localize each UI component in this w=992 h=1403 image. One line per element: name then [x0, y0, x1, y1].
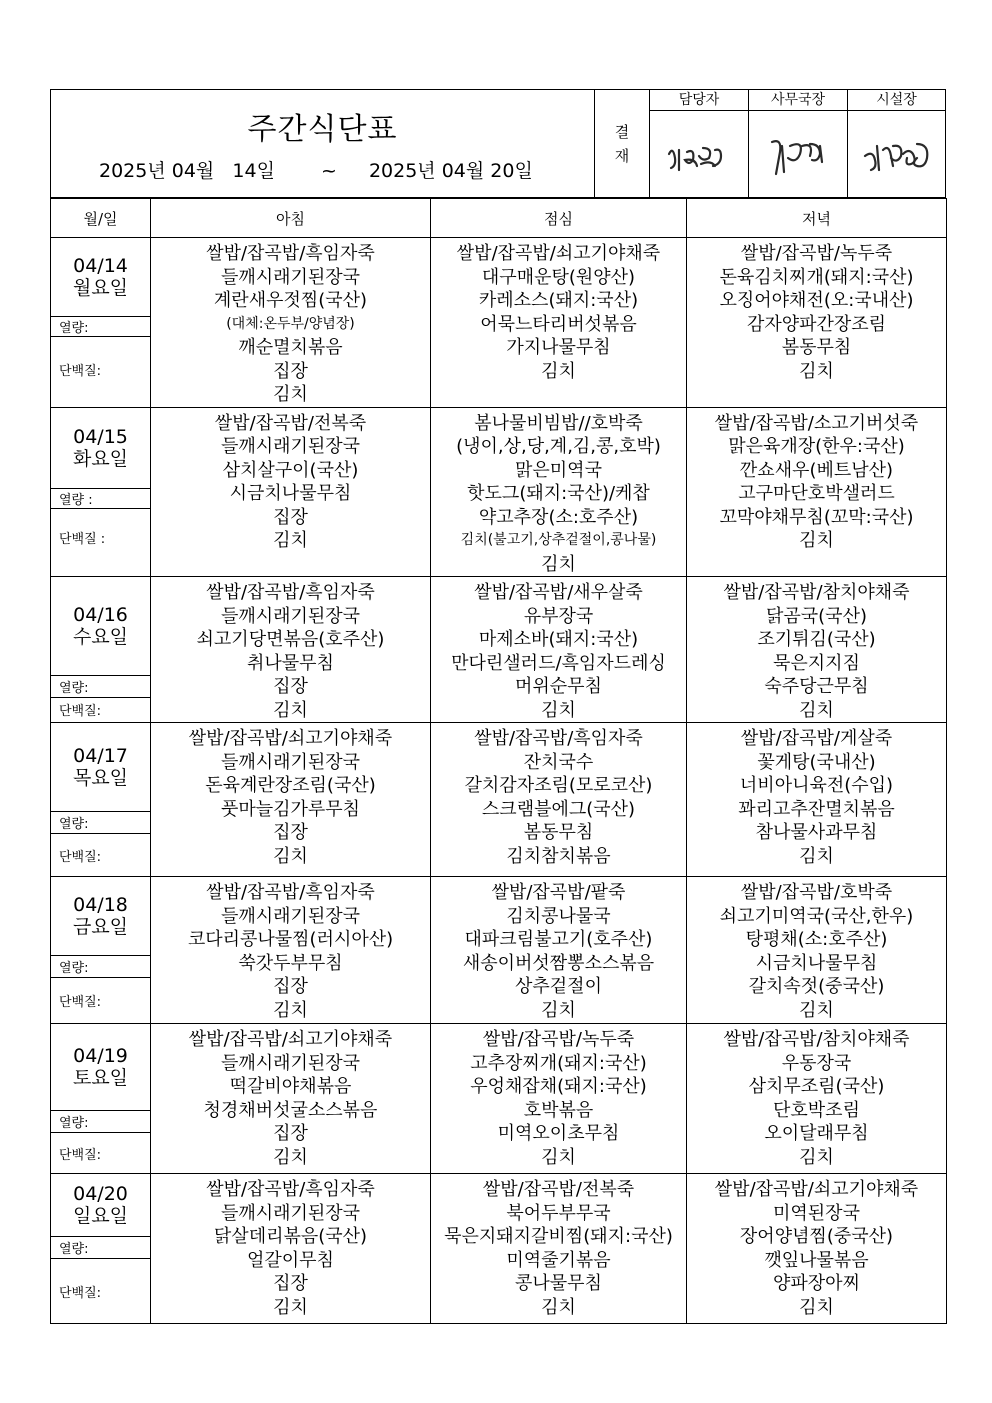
menu-item: 묵은지돼지갈비찜(돼지:국산): [444, 1226, 673, 1247]
menu-item: 마제소바(돼지:국산): [478, 629, 639, 650]
menu-item: 쌀밥/잡곡밥/쇠고기야채죽: [188, 1029, 393, 1050]
calorie-label: 열량:: [51, 1236, 150, 1258]
menu-item: 김치: [541, 553, 576, 575]
day-weekday: 일요일: [72, 1205, 129, 1227]
menu-item: 너비아니육전(수입): [739, 775, 894, 796]
menu-item: 얼갈이무침: [247, 1249, 334, 1271]
meal-cell-lunch: [431, 723, 687, 877]
meal-cell-dinner: [687, 407, 947, 577]
meal-cell-dinner: [687, 1024, 947, 1174]
column-header-breakfast: 아침: [151, 199, 431, 238]
menu-item: 맑은육개장(한우:국산): [728, 436, 905, 457]
menu-item: 들깨시래기된장국: [220, 905, 361, 927]
menu-item: 닭살데리볶음(국산): [213, 1226, 368, 1247]
menu-item: 장어양념찜(중국산): [739, 1226, 894, 1247]
day-date: 04/19: [73, 1045, 128, 1067]
header: [50, 89, 946, 198]
menu-item: 집장: [273, 676, 308, 697]
menu-item: 쌀밥/잡곡밥/새우살죽: [474, 582, 643, 603]
protein-label: 단백질:: [51, 1258, 150, 1323]
menu-item: 닭곰국(국산): [766, 605, 867, 627]
menu-item: 깐쇼새우(베트남산): [739, 459, 894, 481]
meal-list: [687, 1174, 946, 1319]
meal-cell-lunch: [431, 1174, 687, 1324]
menu-item: 들깨시래기된장국: [220, 751, 361, 773]
signature-staff: [650, 111, 748, 197]
menu-item: 시금치나물무침: [755, 952, 878, 974]
menu-item: 김치: [273, 1296, 308, 1318]
menu-item: 들깨시래기된장국: [220, 436, 361, 457]
menu-item: (대체:온두부/양념장): [226, 315, 355, 332]
meal-cell-lunch: [431, 1024, 687, 1174]
day-cell: [51, 1024, 151, 1174]
menu-item: 청경채버섯굴소스볶음: [203, 1099, 378, 1121]
menu-item: 쌀밥/잡곡밥/흑임자죽: [206, 582, 375, 603]
meal-cell-dinner: [687, 1174, 947, 1324]
meal-list: [151, 1174, 430, 1319]
meal-list: [687, 238, 946, 383]
menu-sheet: [50, 89, 946, 1324]
menu-item: 돈육김치찌개(돼지:국산): [719, 266, 914, 288]
calorie-label: 열량:: [51, 316, 150, 336]
menu-item: 김치: [541, 1146, 576, 1168]
menu-item: 김치참치볶음: [506, 845, 611, 867]
menu-item: 깻잎나물볶음: [764, 1249, 869, 1271]
signature-manager: [749, 111, 847, 197]
menu-item: 떡갈비야채볶음: [229, 1076, 352, 1097]
meal-list: [151, 238, 430, 407]
menu-item: 쌀밥/잡곡밥/녹두죽: [740, 243, 893, 264]
menu-item: 쑥갓두부무침: [238, 952, 343, 974]
menu-item: 고구마단호박샐러드: [738, 483, 895, 504]
menu-item: 집장: [273, 1273, 308, 1294]
table-header-row: [51, 199, 947, 238]
menu-item: 김치: [541, 699, 576, 721]
menu-item: 상추겉절이: [515, 976, 602, 997]
meal-cell-dinner: [687, 577, 947, 723]
meal-list: [151, 408, 430, 553]
menu-item: 김치: [273, 384, 308, 405]
day-date-box: [51, 723, 150, 811]
day-cell: [51, 238, 151, 408]
calorie-label: 열량 :: [51, 488, 150, 508]
table-row: [51, 577, 947, 723]
calorie-label: 열량:: [51, 811, 150, 833]
menu-item: 꽃게탕(국내산): [757, 751, 876, 773]
menu-item: 쇠고기미역국(국산,한우): [719, 905, 914, 927]
calorie-label: 열량:: [51, 1110, 150, 1132]
menu-item: 우동장국: [781, 1052, 852, 1074]
menu-item: 어묵느타리버섯볶음: [480, 313, 637, 335]
day-date: 04/14: [73, 255, 128, 277]
menu-item: 갈치감자조림(모로코산): [464, 775, 653, 796]
signature-image: [758, 124, 838, 184]
menu-item: 돈육계란장조림(국산): [205, 775, 376, 796]
signature-image: [857, 124, 937, 184]
menu-item: 쌀밥/잡곡밥/전복죽: [214, 412, 367, 434]
meal-list: [687, 408, 946, 553]
menu-item: 집장: [273, 360, 308, 382]
menu-item: 숙주당근무침: [764, 676, 869, 697]
menu-item: 김치: [799, 530, 834, 551]
menu-item: 쌀밥/잡곡밥/녹두죽: [482, 1029, 635, 1050]
day-date-box: [51, 1024, 150, 1110]
end-date: 2025년 04월 20일: [368, 160, 533, 182]
menu-item: 쇠고기당면볶음(호주산): [196, 629, 385, 650]
menu-item: 쌀밥/잡곡밥/흑임자죽: [474, 728, 643, 749]
meal-list: [431, 1174, 686, 1319]
menu-item: 쌀밥/잡곡밥/참치야채죽: [723, 582, 910, 603]
day-weekday: 화요일: [72, 447, 129, 470]
meal-list: [687, 1024, 946, 1169]
menu-item: 김치콩나물국: [506, 905, 611, 927]
meal-list: [431, 877, 686, 1022]
day-date-box: [51, 1174, 150, 1236]
day-date: 04/20: [73, 1183, 128, 1205]
menu-item: 대파크림불고기(호주산): [464, 929, 653, 950]
menu-item: 풋마늘김가루무침: [220, 798, 361, 820]
menu-item: 묵은지지짐: [773, 652, 860, 674]
menu-item: 약고추장(소:호주산): [478, 506, 639, 528]
start-date: 2025년 04월 14일: [99, 160, 275, 182]
menu-item: 미역줄기볶음: [506, 1249, 611, 1271]
day-weekday: 수요일: [72, 626, 129, 648]
menu-item: 봄동무침: [523, 822, 594, 843]
menu-item: 꽈리고추잔멸치볶음: [738, 798, 895, 820]
meal-cell-lunch: [431, 577, 687, 723]
page-title: 주간식단표: [247, 112, 398, 147]
menu-item: 핫도그(돼지:국산)/케찹: [467, 483, 650, 504]
table-row: [51, 1024, 947, 1174]
menu-item: 스크램블에그(국산): [481, 798, 636, 820]
menu-item: 탕평채(소:호주산): [745, 929, 888, 950]
protein-label: 단백질:: [51, 336, 150, 402]
menu-item: 김치: [273, 530, 308, 551]
menu-item: 계란새우젓찜(국산): [213, 290, 368, 311]
menu-item: 김치: [799, 845, 834, 867]
day-date-box: [51, 577, 150, 675]
meal-list: [151, 723, 430, 868]
day-weekday: 월요일: [72, 277, 129, 299]
menu-item: 김치: [273, 1146, 308, 1168]
approver-role: 담당자: [650, 90, 748, 111]
menu-item: 새송이버섯짬뽕소스볶음: [462, 952, 655, 974]
table-row: [51, 407, 947, 577]
menu-item: 쌀밥/잡곡밥/소고기버섯죽: [714, 412, 919, 434]
menu-item: 시금치나물무침: [229, 483, 352, 504]
menu-item: 쌀밥/잡곡밥/팥죽: [491, 882, 626, 903]
signature-director: [848, 111, 945, 197]
day-weekday: 금요일: [72, 916, 129, 938]
menu-item: 김치: [273, 699, 308, 721]
protein-label: 단백질:: [51, 977, 150, 1023]
menu-body: [51, 238, 947, 1324]
meal-cell-dinner: [687, 877, 947, 1024]
menu-item: 미역된장국: [773, 1202, 860, 1224]
menu-item: 꼬막야채무침(꼬막:국산): [719, 506, 914, 528]
meal-list: [687, 723, 946, 868]
menu-item: 쌀밥/잡곡밥/참치야채죽: [723, 1029, 910, 1050]
meal-list: [151, 577, 430, 722]
menu-item: 고추장찌개(돼지:국산): [470, 1052, 647, 1074]
menu-item: 들깨시래기된장국: [220, 266, 361, 288]
meal-cell-lunch: [431, 238, 687, 408]
menu-item: 김치: [541, 360, 576, 382]
day-weekday: 토요일: [72, 1067, 129, 1089]
menu-item: 쌀밥/잡곡밥/쇠고기야채죽: [188, 728, 393, 749]
menu-item: 유부장국: [523, 605, 594, 627]
day-date-box: [51, 238, 150, 316]
menu-item: 오이달래무침: [764, 1123, 869, 1144]
menu-item: 김치: [799, 1146, 834, 1168]
menu-item: 쌀밥/잡곡밥/쇠고기야채죽: [456, 243, 661, 264]
menu-item: 우엉채잡채(돼지:국산): [470, 1076, 647, 1097]
menu-item: 쌀밥/잡곡밥/게살죽: [740, 728, 893, 749]
menu-item: 대구매운탕(원양산): [481, 266, 636, 288]
column-header-dinner: 저녁: [687, 199, 947, 238]
menu-item: 삼치살구이(국산): [222, 459, 359, 481]
meal-cell-dinner: [687, 723, 947, 877]
meal-cell-breakfast: [151, 723, 431, 877]
protein-label: 단백질:: [51, 1132, 150, 1173]
menu-item: 삼치무조림(국산): [748, 1076, 885, 1097]
table-row: [51, 238, 947, 408]
table-row: [51, 877, 947, 1024]
meal-cell-lunch: [431, 877, 687, 1024]
meal-cell-dinner: [687, 238, 947, 408]
signature-image: [659, 124, 739, 184]
menu-item: 김치: [541, 999, 576, 1021]
protein-label: 단백질:: [51, 697, 150, 721]
menu-item: 깨순멸치볶음: [238, 337, 343, 358]
day-date-box: [51, 408, 150, 488]
menu-table: [50, 198, 947, 1324]
day-cell: [51, 407, 151, 577]
menu-item: 갈치속젓(중국산): [748, 976, 885, 997]
menu-item: 봄동무침: [781, 337, 852, 358]
protein-label: 단백질:: [51, 833, 150, 876]
menu-item: 김치: [273, 845, 308, 867]
meal-cell-breakfast: [151, 407, 431, 577]
menu-item: 봄나물비빔밥//호박죽: [474, 412, 643, 434]
menu-item: 조기튀김(국산): [757, 629, 876, 650]
menu-item: 맑은미역국: [515, 459, 602, 481]
meal-cell-lunch: [431, 407, 687, 577]
menu-item: 오징어야채전(오:국내산): [719, 290, 914, 311]
menu-item: 김치: [541, 1296, 576, 1318]
protein-label: 단백질 :: [51, 508, 150, 567]
meal-list: [431, 238, 686, 383]
approver-manager: [749, 90, 848, 197]
meal-list: [687, 577, 946, 722]
meal-list: [151, 877, 430, 1022]
menu-item: 양파장아찌: [773, 1273, 860, 1294]
menu-item: 만다린샐러드/흑임자드레싱: [451, 652, 666, 674]
menu-item: 김치: [799, 1296, 834, 1318]
menu-item: 취나물무침: [247, 652, 334, 674]
menu-item: 집장: [273, 822, 308, 843]
menu-item: 집장: [273, 506, 308, 528]
day-weekday: 목요일: [72, 767, 129, 789]
meal-cell-breakfast: [151, 1174, 431, 1324]
menu-item: 참나물사과무침: [755, 822, 878, 843]
day-date-box: [51, 877, 150, 955]
menu-item: 김치: [799, 999, 834, 1021]
column-header-day: 월/일: [51, 199, 151, 238]
day-cell: [51, 723, 151, 877]
menu-item: 감자양파간장조림: [746, 313, 887, 335]
menu-item: 김치: [799, 699, 834, 721]
calorie-label: 열량:: [51, 955, 150, 977]
day-date: 04/17: [73, 745, 128, 767]
menu-item: 머위순무침: [515, 676, 602, 697]
menu-item: 북어두부무국: [506, 1202, 611, 1224]
day-cell: [51, 1174, 151, 1324]
menu-item: 집장: [273, 976, 308, 997]
meal-list: [431, 1024, 686, 1169]
approver-director: [848, 90, 945, 197]
menu-item: 들깨시래기된장국: [220, 605, 361, 627]
menu-item: 김치: [799, 360, 834, 382]
menu-item: 잔치국수: [523, 751, 594, 773]
menu-item: 코다리콩나물찜(러시아산): [187, 929, 394, 950]
meal-cell-breakfast: [151, 1024, 431, 1174]
meal-cell-breakfast: [151, 577, 431, 723]
approver-role: 사무국장: [749, 90, 847, 111]
menu-item: 가지나물무침: [506, 337, 611, 358]
menu-item: 들깨시래기된장국: [220, 1052, 361, 1074]
menu-item: 쌀밥/잡곡밥/흑임자죽: [206, 1179, 375, 1200]
table-row: [51, 723, 947, 877]
menu-item: 쌀밥/잡곡밥/호박죽: [740, 882, 893, 903]
menu-item: 콩나물무침: [515, 1273, 602, 1294]
menu-item: 쌀밥/잡곡밥/흑임자죽: [206, 882, 375, 903]
approval-label: 결재: [594, 90, 650, 197]
meal-list: [431, 723, 686, 868]
meal-list: [431, 408, 686, 577]
meal-cell-breakfast: [151, 238, 431, 408]
meal-list: [431, 577, 686, 722]
menu-item: 쌀밥/잡곡밥/전복죽: [482, 1179, 635, 1200]
meal-list: [687, 877, 946, 1022]
menu-item: 김치: [273, 999, 308, 1021]
meal-cell-breakfast: [151, 877, 431, 1024]
day-date: 04/15: [73, 425, 128, 448]
period-separator: ~: [320, 160, 337, 182]
menu-item: 미역오이초무침: [497, 1123, 620, 1144]
day-cell: [51, 577, 151, 723]
menu-item: (냉이,상,당,계,김,콩,호박): [456, 436, 661, 457]
menu-item: 단호박조림: [773, 1099, 860, 1121]
menu-item: 집장: [273, 1123, 308, 1144]
calorie-label: 열량:: [51, 675, 150, 697]
menu-item: 들깨시래기된장국: [220, 1202, 361, 1224]
day-cell: [51, 877, 151, 1024]
meal-list: [151, 1024, 430, 1169]
period: [99, 156, 533, 183]
menu-item: 김치(불고기,상추겉절이,콩나물): [460, 532, 657, 548]
day-date: 04/18: [73, 894, 128, 916]
menu-item: 쌀밥/잡곡밥/흑임자죽: [206, 243, 375, 264]
column-header-lunch: 점심: [431, 199, 687, 238]
menu-item: 호박볶음: [523, 1099, 594, 1121]
menu-item: 쌀밥/잡곡밥/쇠고기야채죽: [714, 1179, 919, 1200]
menu-item: 카레소스(돼지:국산): [478, 290, 639, 311]
day-date: 04/16: [73, 604, 128, 626]
table-row: [51, 1174, 947, 1324]
title-box: [51, 90, 594, 197]
approver-staff: [650, 90, 749, 197]
approver-role: 시설장: [848, 90, 945, 111]
